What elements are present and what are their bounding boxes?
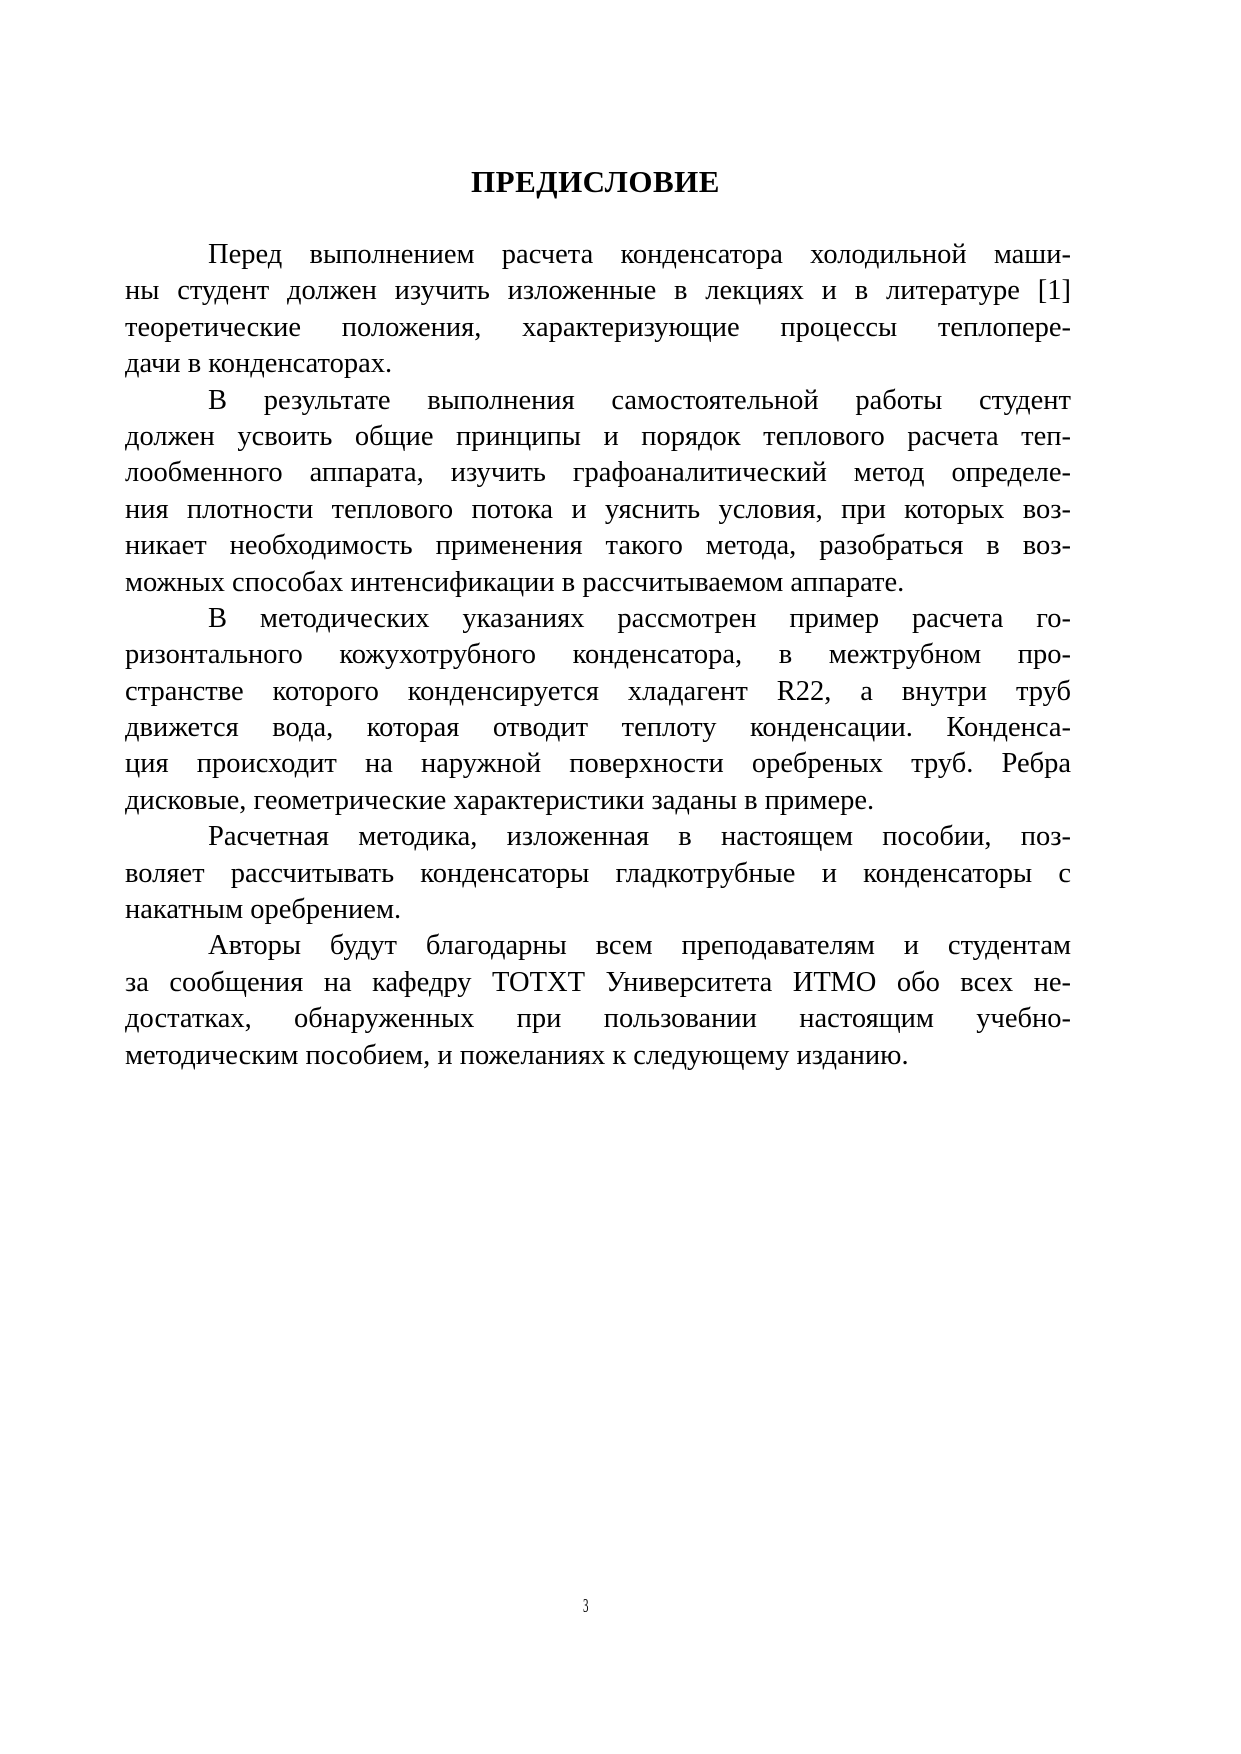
text-line: дисковые, геометрические характеристики заданы в примере. [125,784,875,816]
text-line: теоретические положения, характеризующие процессы теплопере- [125,311,1071,343]
paragraph [125,383,1071,601]
text-line: методическим пособием, и пожеланиях к следующему изданию. [125,1039,909,1071]
text-line: лообменного аппарата, изучить графоаналитический метод определе- [125,457,1071,489]
text-line: можных способах интенсификации в рассчитываемом аппарате. [125,566,905,598]
text-line: достатках, обнаруженных при пользовании настоящим учебно- [125,1003,1071,1035]
text-line: за сообщения на кафедру ТОТХТ Университета ИТМО обо всех не- [125,966,1071,998]
paragraph [125,819,1071,928]
paragraph [125,237,1071,383]
text-line: ния плотности теплового потока и уяснить условия, при которых воз- [125,493,1071,525]
text-line: Авторы будут благодарны всем преподавателям и студентам [208,930,1071,962]
paragraph [125,601,1071,819]
page-title: ПРЕДИСЛОВИЕ [471,164,720,199]
text-line: странстве которого конденсируется хладагент R22, а внутри труб [125,675,1071,707]
text-line: должен усвоить общие принципы и порядок теплового расчета теп- [125,420,1071,452]
text-line: дачи в конденсаторах. [125,348,393,380]
text-line: ризонтального кожухотрубного конденсатора, в межтрубном про- [125,639,1071,671]
text-line: В результате выполнения самостоятельной работы студент [208,384,1071,416]
text-line: движется вода, которая отводит теплоту конденсации. Конденса- [125,712,1071,744]
text-line: накатным оребрением. [125,894,402,926]
text-line: воляет рассчитывать конденсаторы гладкотрубные и конденсаторы с [125,857,1071,889]
text-line: ны студент должен изучить изложенные в лекциях и в литературе [1] [125,275,1071,307]
text-line: Расчетная методика, изложенная в настоящем пособии, поз- [208,821,1071,853]
text-line: никает необходимость применения такого метода, разобраться в воз- [125,530,1071,562]
page-number: 3 [583,1595,589,1617]
text-line: ция происходит на наружной поверхности оребреных труб. Ребра [125,748,1071,780]
text-line: Перед выполнением расчета конденсатора холодильной маши- [208,239,1071,270]
paragraph [125,928,1071,1074]
text-line: В методических указаниях рассмотрен пример расчета го- [208,602,1071,634]
document-body [125,237,1071,1074]
